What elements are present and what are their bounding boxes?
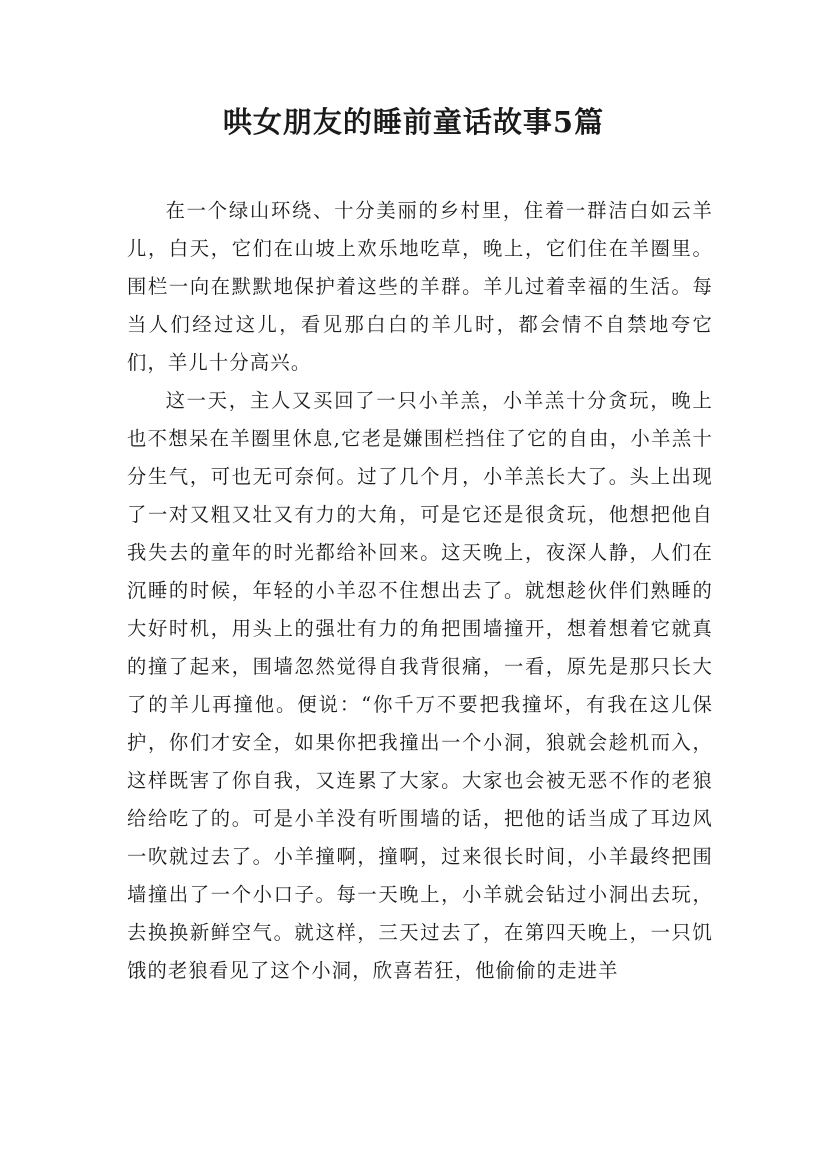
paragraph: 这一天，主人又买回了一只小羊羔，小羊羔十分贪玩，晚上也不想呆在羊圈里休息,它老是嫌围栏挡住了它的自由，小羊羔十分生气，可也无可奈何。过了几个月，小羊羔长大了。头上出现了一对又粗又壮又有力的大角，可是它还是很贪玩，他想把他自我失去的童年的时光都给补回来。这天晚上，夜深人静，人们在沉睡的时候，年轻的小羊忍不住想出去了。就想趁伙伴们熟睡的大好时机，用头上的强壮有力的角把围墙撞开，想着想着它就真的撞了起来，围墙忽然觉得自我背很痛，一看，原先是那只长大了的羊儿再撞他。便说：“你千万不要把我撞坏，有我在这儿保护，你们才安全，如果你把我撞出一个小洞，狼就会趁机而入，这样既害了你自我，又连累了大家。大家也会被无恶不作的老狼给给吃了的。可是小羊没有听围墙的话，把他的话当成了耳边风一吹就过去了。小羊撞啊，撞啊，过来很长时间，小羊最终把围墙撞出了一个小口子。每一天晚上，小羊就会钻过小洞出去玩，去换换新鲜空气。就这样，三天过去了，在第四天晚上，一只饥饿的老狼看见了这个小洞，欣喜若狂，他偷偷的走进羊 [127, 389, 713, 982]
document-body [127, 192, 713, 990]
document-title: 哄女朋友的睡前童话故事5篇 [222, 105, 605, 139]
paragraph: 在一个绿山环绕、十分美丽的乡村里，住着一群洁白如云羊儿，白天，它们在山坡上欢乐地吃草，晚上，它们住在羊圈里。围栏一向在默默地保护着这些的羊群。羊儿过着幸福的生活。每当人们经过这儿，看见那白白的羊儿时，都会情不自禁地夸它们，羊儿十分高兴。 [127, 199, 713, 374]
